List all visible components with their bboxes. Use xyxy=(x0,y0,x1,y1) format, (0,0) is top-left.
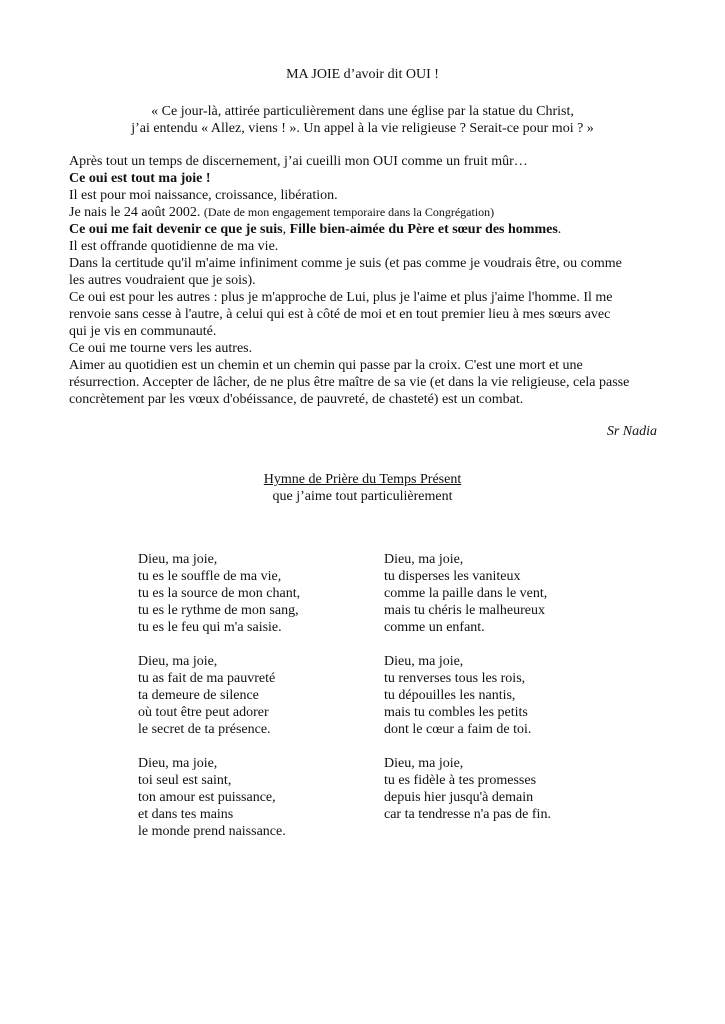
verse-line: Dieu, ma joie, xyxy=(138,654,218,669)
verse-line: où tout être peut adorer xyxy=(138,705,269,720)
verse-line: Dieu, ma joie, xyxy=(384,552,464,567)
verse-line: le monde prend naissance. xyxy=(138,824,286,839)
body-line: Il est pour moi naissance, croissance, libération. xyxy=(69,188,338,203)
body-text: Je nais le 24 août 2002. xyxy=(69,205,204,220)
body-line: renvoie sans cesse à l'autre, à celui qui est à côté de moi et en tout premier lieu à mes sœurs avec xyxy=(69,307,611,322)
testimony-body xyxy=(69,153,669,408)
stanza xyxy=(384,653,551,738)
verse-line: dont le cœur a faim de toi. xyxy=(384,722,532,737)
verse-line: ta demeure de silence xyxy=(138,688,259,703)
body-line: concrètement par les vœux d'obéissance, de pauvreté, de chasteté) est un combat. xyxy=(69,392,524,407)
emphasis-text: Ce oui est tout ma joie ! xyxy=(69,171,211,186)
hymn-column-left xyxy=(138,551,300,857)
hymn-column-right xyxy=(384,551,551,840)
verse-line: comme un enfant. xyxy=(384,620,485,635)
emphasis-text: Fille bien-aimée du Père et sœur des hommes xyxy=(289,222,558,237)
verse-line: tu es le feu qui m'a saisie. xyxy=(138,620,282,635)
body-line: qui je vis en communauté. xyxy=(69,324,217,339)
verse-line: Dieu, ma joie, xyxy=(384,654,464,669)
emphasis-text: Ce oui me fait devenir ce que je suis xyxy=(69,222,283,237)
verse-line: Dieu, ma joie, xyxy=(138,756,218,771)
verse-line: tu es le rythme de mon sang, xyxy=(138,603,299,618)
stanza xyxy=(138,653,300,738)
hymn-heading xyxy=(0,471,725,505)
body-line: Dans la certitude qu'il m'aime infiniment comme je suis (et pas comme je voudrais être, ou comme xyxy=(69,256,622,271)
stanza xyxy=(138,755,300,840)
verse-line: tu disperses les vaniteux xyxy=(384,569,521,584)
body-line xyxy=(69,221,669,238)
verse-line: tu es le souffle de ma vie, xyxy=(138,569,282,584)
body-line: Il est offrande quotidienne de ma vie. xyxy=(69,239,279,254)
body-line: Ce oui me tourne vers les autres. xyxy=(69,341,253,356)
verse-line: car ta tendresse n'a pas de fin. xyxy=(384,807,551,822)
stanza xyxy=(138,551,300,636)
verse-line: comme la paille dans le vent, xyxy=(384,586,548,601)
verse-line: tu es fidèle à tes promesses xyxy=(384,773,537,788)
verse-line: tu as fait de ma pauvreté xyxy=(138,671,276,686)
body-text: , xyxy=(282,222,290,237)
quote-line: « Ce jour-là, attirée particulièrement dans une église par la statue du Christ, xyxy=(151,104,574,119)
quote-line: j’ai entendu « Allez, viens ! ». Un appel à la vie religieuse ? Serait-ce pour moi ? » xyxy=(131,121,594,136)
verse-line: toi seul est saint, xyxy=(138,773,232,788)
stanza xyxy=(384,551,551,636)
verse-line: tu es la source de mon chant, xyxy=(138,586,301,601)
verse-line: ton amour est puissance, xyxy=(138,790,276,805)
verse-line: tu dépouilles les nantis, xyxy=(384,688,516,703)
body-line: Ce oui est pour les autres : plus je m'approche de Lui, plus je l'aime et plus j'aime l'homme. Il me xyxy=(69,290,613,305)
verse-line: depuis hier jusqu'à demain xyxy=(384,790,534,805)
body-line: Aimer au quotidien est un chemin et un chemin qui passe par la croix. C'est une mort et une xyxy=(69,358,583,373)
hymn-subtitle: que j’aime tout particulièrement xyxy=(272,489,453,504)
verse-line: et dans tes mains xyxy=(138,807,234,822)
body-line: Après tout un temps de discernement, j’ai cueilli mon OUI comme un fruit mûr… xyxy=(69,154,528,169)
page-title: MA JOIE d’avoir dit OUI ! xyxy=(286,67,439,82)
body-line: les autres voudraient que je sois). xyxy=(69,273,256,288)
body-line xyxy=(69,204,669,221)
date-note: (Date de mon engagement temporaire dans la Congrégation) xyxy=(203,205,495,219)
verse-line: le secret de ta présence. xyxy=(138,722,271,737)
verse-line: mais tu chéris le malheureux xyxy=(384,603,545,618)
stanza xyxy=(384,755,551,823)
verse-line: Dieu, ma joie, xyxy=(384,756,464,771)
hymn-title: Hymne de Prière du Temps Présent xyxy=(263,472,462,487)
verse-line: Dieu, ma joie, xyxy=(138,552,218,567)
body-line: résurrection. Accepter de lâcher, de ne plus être maître de sa vie (et dans la vie religieuse, cela passe xyxy=(69,375,630,390)
signature: Sr Nadia xyxy=(606,424,657,439)
verse-line: mais tu combles les petits xyxy=(384,705,528,720)
verse-line: tu renverses tous les rois, xyxy=(384,671,526,686)
opening-quote xyxy=(0,103,725,137)
body-line xyxy=(69,170,669,187)
body-text: . xyxy=(557,222,562,237)
